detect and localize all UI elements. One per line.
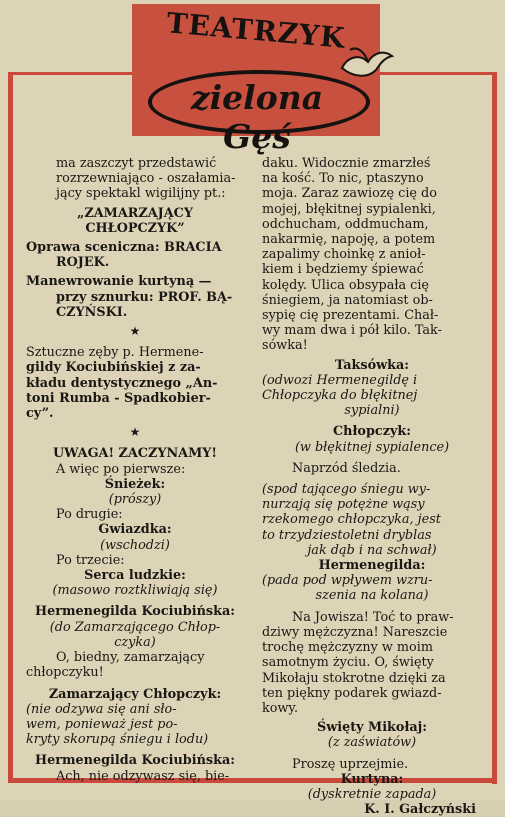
character-name: Śnieżek: <box>104 476 166 492</box>
star-separator: ★ <box>129 425 141 440</box>
stage-direction: (dyskretnie zapada) <box>307 786 437 802</box>
text-line: daku. Widocznie zmarzłeś <box>262 156 431 171</box>
text-line: gildy Kociubińskiej z za- <box>26 360 201 376</box>
play-title <box>26 206 244 236</box>
text-line: Sztuczne zęby p. Hermene- <box>26 345 204 361</box>
text-line: A więc po pierwsze: <box>56 461 186 477</box>
text-line: ten piękny podarek gwiazd- <box>262 685 442 701</box>
stage-direction: (pada pod wpływem wzru- <box>262 573 433 589</box>
character-name: Hermenegilda Kociubińska: <box>34 604 235 620</box>
text-line: cy”. <box>26 406 54 422</box>
character-name: Hermenegilda: <box>318 558 426 574</box>
text-line: CHŁOPCZYK” <box>85 220 185 236</box>
text-line: Na Jowisza! Toć to praw- <box>292 609 454 625</box>
logo-title-main: zielona Gęś <box>190 78 324 156</box>
text-line: mojej, błękitnej sypialenki, <box>262 201 436 217</box>
text-line: sypię cię prezentami. Chał- <box>262 308 439 324</box>
text-line: Mikołaju stokrotne dzięki za <box>262 670 446 686</box>
header-logo <box>132 4 380 156</box>
text-line: ma zaszczyt przedstawić <box>56 156 217 171</box>
stage-direction: sypialni) <box>344 403 400 419</box>
intro-text <box>26 156 244 202</box>
text-line: kolędy. Ulica obsypała cię <box>262 277 430 293</box>
text-line: dziwy mężczyzna! Nareszcie <box>262 624 448 640</box>
text-line: zapalimy choinkę z anioł- <box>262 247 426 263</box>
dialogue-line: Naprzód śledzia. <box>292 460 401 476</box>
character-name: Kurtyna: <box>340 771 404 787</box>
dialogue-line: O, biedny, zamarzający <box>56 650 205 666</box>
frame-border-right <box>492 72 497 784</box>
dialogue-line: chłopczyku! <box>26 665 104 681</box>
text-line: śniegiem, ja natomiast ob- <box>262 292 433 308</box>
text-line: przy sznurku: PROF. BĄ- <box>56 289 233 305</box>
stage-direction: jak dąb i na schwał) <box>307 542 437 558</box>
text-line: kiem i będziemy śpiewać <box>262 262 424 278</box>
author-signature: K. I. Gałczyński <box>364 802 476 817</box>
text-line: wy mam dwa i pół kilo. Tak- <box>262 323 442 339</box>
character-name: Zamarzający Chłopczyk: <box>48 686 222 702</box>
text-line: rozrzewniająco - oszałamia- <box>56 171 236 187</box>
credit-curtain <box>26 274 244 320</box>
text-line: na kość. To nic, ptaszyno <box>262 171 424 187</box>
stage-direction: (w błękitnej sypialence) <box>294 439 450 455</box>
character-name: Święty Mikołaj: <box>316 720 428 736</box>
stage-direction: (masowo roztkliwiają się) <box>52 583 218 599</box>
text-line: „ZAMARZAJĄCY <box>77 205 193 221</box>
text-line: kładu dentystycznego „An- <box>26 375 218 391</box>
text-line: jący spektakl wigilijny pt.: <box>56 186 226 202</box>
dialogue-line: Ach, nie odzywasz się, bie- <box>56 768 230 784</box>
stage-direction: (wschodzi) <box>100 537 170 553</box>
dialogue-paragraph <box>262 156 482 354</box>
stage-direction: (nie odzywa się ani sło- <box>26 701 177 717</box>
text-line: Po drugie: <box>56 507 123 523</box>
text-line: Oprawa sceniczna: BRACIA <box>26 240 222 256</box>
text-line: moja. Zaraz zawiozę cię do <box>262 186 437 202</box>
text-line: Manewrowanie kurtyną — <box>26 274 212 290</box>
stage-direction: nurzają się potężne wąsy <box>262 497 425 513</box>
stage-direction: to trzydziestoletni dryblas <box>262 527 432 543</box>
stage-direction: rzekomego chłopczyka, jest <box>262 512 441 528</box>
credit-scenography <box>26 240 244 270</box>
dialogue-paragraph <box>262 610 482 716</box>
text-line: odchucham, oddmucham, <box>262 216 429 232</box>
character-name: Hermenegilda Kociubińska: <box>34 753 235 769</box>
text-line: trochę mężczyzny w moim <box>262 640 433 656</box>
character-name: Gwiazdka: <box>98 522 172 538</box>
stage-direction: szenia na kolana) <box>315 588 429 604</box>
stage-direction: czyka) <box>114 634 156 650</box>
stage-direction: kryty skorupą śniegu i lodu) <box>26 732 209 748</box>
character-name: Serca ludzkie: <box>84 568 186 584</box>
text-column-right <box>262 156 482 817</box>
text-line: sówka! <box>262 338 308 354</box>
text-column-left <box>26 156 244 784</box>
stage-direction: wem, ponieważ jest po- <box>26 716 178 732</box>
stage-direction: (prószy) <box>108 492 162 508</box>
frame-border-left <box>8 72 13 782</box>
stage-direction: (spod tającego śniegu wy- <box>262 482 431 498</box>
text-line: Po trzecie: <box>56 552 125 568</box>
text-line: CZYŃSKI. <box>56 304 128 320</box>
text-line: ROJEK. <box>56 255 110 271</box>
text-line: samotnym życiu. O, święty <box>262 655 434 671</box>
heading-start: UWAGA! ZACZYNAMY! <box>52 446 218 462</box>
text-line: kowy. <box>262 700 299 716</box>
star-separator: ★ <box>129 324 141 339</box>
logo-title-top: TEATRZYK <box>165 6 347 55</box>
text-line: nakarmię, napoję, a potem <box>262 232 436 248</box>
character-name: Chłopczyk: <box>333 424 411 440</box>
stage-direction: (odwozi Hermenegildę i <box>262 372 418 388</box>
character-name: Taksówka: <box>334 357 410 373</box>
stage-direction: (do Zamarzającego Chłop- <box>49 619 221 635</box>
stage-direction: (z zaświatów) <box>327 735 417 751</box>
dialogue-line: Proszę uprzejmie. <box>292 756 409 772</box>
stage-direction: Chłopczyka do błękitnej <box>262 388 418 404</box>
text-line: toni Rumba - Spadkobier- <box>26 390 211 406</box>
credit-teeth <box>26 345 244 421</box>
